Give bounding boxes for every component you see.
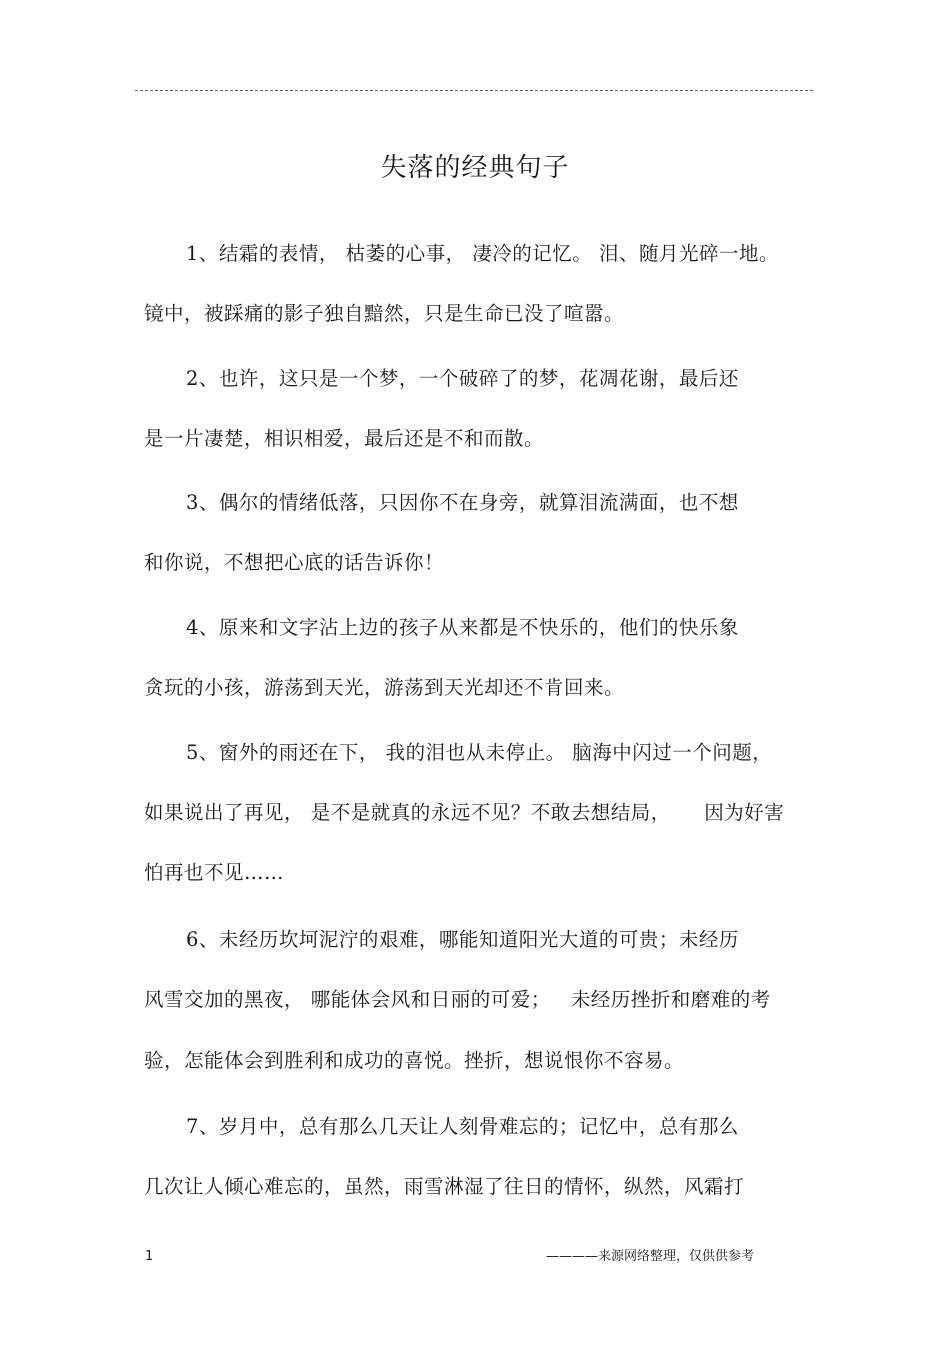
paragraph-3-line-1: 3、偶尔的情绪低落，只因你不在身旁，就算泪流满面，也不想 xyxy=(186,491,739,514)
paragraph-7-line-1: 7、岁月中，总有那么几天让人刻骨难忘的；记忆中，总有那么 xyxy=(186,1115,739,1138)
paragraph-2-line-2: 是一片凄楚，相识相爱，最后还是不和而散。 xyxy=(144,427,545,450)
document-title: 失落的经典句子 xyxy=(380,153,570,183)
paragraph-4-line-1: 4、原来和文字沾上边的孩子从来都是不快乐的，他们的快乐象 xyxy=(186,616,739,639)
paragraph-5-line-2: 如果说出了再见， 是不是就真的永远不见？不敢去想结局， 因为好害 xyxy=(144,801,785,824)
header-divider xyxy=(135,90,813,91)
paragraph-5-line-3: 怕再也不见…… xyxy=(144,861,285,884)
paragraph-6-line-2: 风雪交加的黑夜， 哪能体会风和日丽的可爱； 未经历挫折和磨难的考 xyxy=(144,988,771,1011)
paragraph-2-line-1: 2、也许，这只是一个梦，一个破碎了的梦，花凋花谢，最后还 xyxy=(186,367,739,390)
paragraph-5-line-1: 5、窗外的雨还在下， 我的泪也从未停止。 脑海中闪过一个问题， xyxy=(186,741,773,764)
paragraph-6-line-1: 6、未经历坎坷泥泞的艰难，哪能知道阳光大道的可贵；未经历 xyxy=(186,928,739,951)
paragraph-4-line-2: 贪玩的小孩，游荡到天光，游荡到天光却还不肯回来。 xyxy=(144,676,625,699)
paragraph-1-line-2: 镜中，被踩痛的影子独自黯然，只是生命已没了喧嚣。 xyxy=(144,302,625,325)
paragraph-6-line-3: 验，怎能体会到胜利和成功的喜悦。挫折，想说恨你不容易。 xyxy=(144,1049,685,1072)
footer-source-note: ————来源网络整理，仅供供参考 xyxy=(546,1249,755,1264)
paragraph-7-line-2: 几次让人倾心难忘的，虽然，雨雪淋湿了往日的情怀，纵然，风霜打 xyxy=(144,1175,745,1198)
paragraph-1-line-1: 1、结霜的表情， 枯萎的心事， 凄冷的记忆。 泪、随月光碎一地。 xyxy=(186,242,780,265)
paragraph-3-line-2: 和你说，不想把心底的话告诉你！ xyxy=(144,551,445,574)
page-number: 1 xyxy=(145,1249,154,1264)
